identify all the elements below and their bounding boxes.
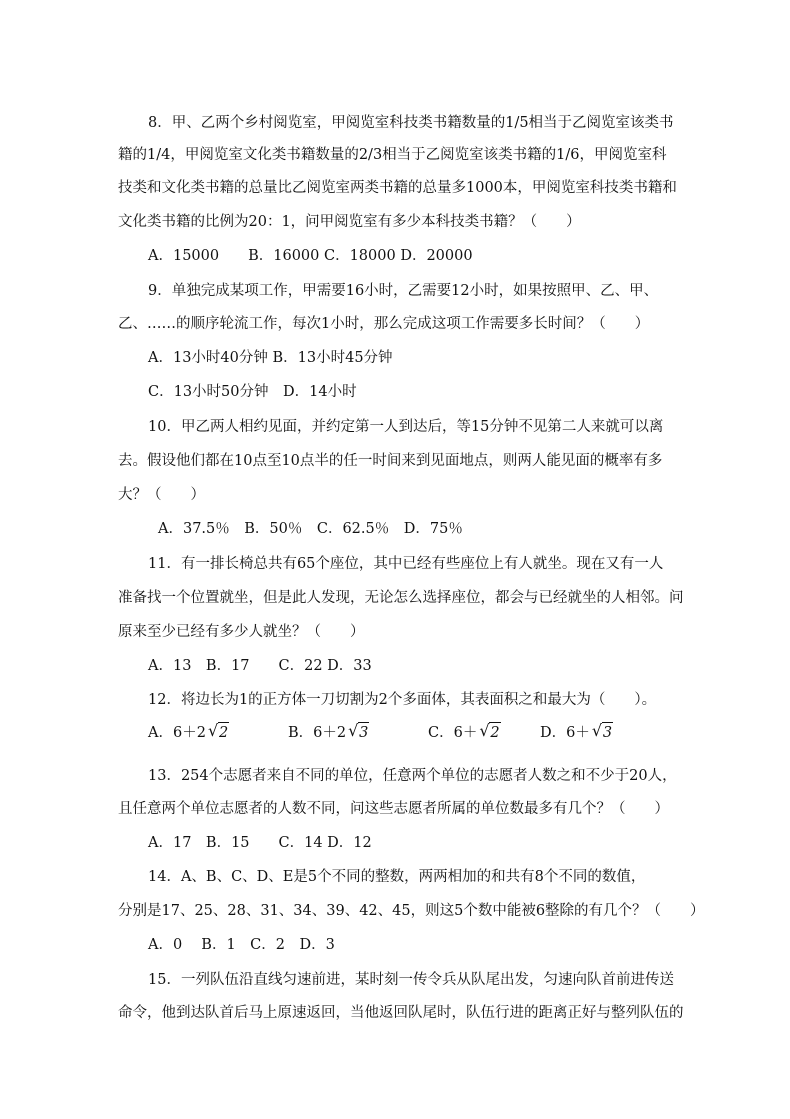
sqrt-symbol: √ 2 <box>479 721 500 741</box>
q9-line-2: 乙、……的顺序轮流工作，每次1小时，那么完成这项工作需要多长时间？（ ） <box>118 316 650 332</box>
q15-line-1: 15．一列队伍沿直线匀速前进，某时刻一传令兵从队尾出发，匀速向队首前进传送 <box>148 972 674 988</box>
q12-option-b-radicand: 3 <box>358 722 369 743</box>
q12-option-d-prefix: D．6＋ <box>540 725 590 741</box>
q12-option-a-prefix: A．6＋2 <box>148 725 206 741</box>
q10-line-1: 10．甲乙两人相约见面，并约定第一人到达后，等15分钟不见第二人来就可以离 <box>148 419 664 435</box>
q12-option-b <box>288 722 369 743</box>
q8-line-2: 籍的1/4，甲阅览室文化类书籍数量的2/3相当于乙阅览室该类书籍的1/6，甲阅览室科 <box>118 147 667 163</box>
q11-line-2: 准备找一个位置就坐，但是此人发现，无论怎么选择座位，都会与已经就坐的人相邻。问 <box>118 590 684 606</box>
q12-option-c-prefix: C．6＋ <box>428 725 478 741</box>
q8-line-4: 文化类书籍的比例为20：1，问甲阅览室有多少本科技类书籍？（ ） <box>118 214 581 230</box>
q15-line-2: 命令，他到达队首后马上原速返回，当他返回队尾时，队伍行进的距离正好与整列队伍的 <box>118 1005 684 1021</box>
q11-line-3: 原来至少已经有多少人就坐？（ ） <box>118 624 365 640</box>
q11-options: A．13 B．17 C．22 D．33 <box>148 658 372 674</box>
q12-option-b-prefix: B．6＋2 <box>288 725 347 741</box>
q12-option-c-radicand: 2 <box>489 722 500 743</box>
q12-option-a-radicand: 2 <box>218 722 229 743</box>
q8-options: A．15000 B．16000 C．18000 D．20000 <box>148 248 473 264</box>
q9-line-1: 9．单独完成某项工作，甲需要16小时，乙需要12小时，如果按照甲、乙、甲、 <box>148 283 659 299</box>
q13-line-1: 13．254个志愿者来自不同的单位，任意两个单位的志愿者人数之和不少于20人， <box>148 768 677 784</box>
q10-line-3: 大？（ ） <box>118 487 205 503</box>
q9-options-2: C．13小时50分钟 D．14小时 <box>148 384 357 400</box>
q11-line-1: 11．有一排长椅总共有65个座位，其中已经有些座位上有人就坐。现在又有一人 <box>148 556 664 572</box>
q12-option-c <box>428 722 501 743</box>
q14-options: A．0 B．1 C．2 D．3 <box>148 937 335 953</box>
q9-options-1: A．13小时40分钟 B．13小时45分钟 <box>148 350 393 366</box>
q8-line-1: 8．甲、乙两个乡村阅览室，甲阅览室科技类书籍数量的1/5相当于乙阅览室该类书 <box>148 115 674 131</box>
q13-options: A．17 B．15 C．14 D．12 <box>148 835 372 851</box>
sqrt-symbol: √ 3 <box>591 721 613 741</box>
q12-line-1: 12．将边长为1的正方体一刀切割为2个多面体，其表面积之和最大为（ ）。 <box>148 692 657 708</box>
sqrt-symbol: √ 3 <box>348 721 369 741</box>
q13-line-2: 且任意两个单位志愿者的人数不同，问这些志愿者所属的单位数最多有几个？（ ） <box>118 801 669 817</box>
q10-options: A．37.5％ B．50％ C．62.5％ D．75％ <box>158 521 463 537</box>
q10-line-2: 去。假设他们都在10点至10点半的任一时间来到见面地点，则两人能见面的概率有多 <box>118 453 663 469</box>
q12-option-d <box>540 722 613 743</box>
q14-line-2: 分别是17、25、28、31、34、39、42、45，则这5个数中能被6整除的有几个？（ ） <box>118 903 705 919</box>
q14-line-1: 14．A、B、C、D、E是5个不同的整数，两两相加的和共有8个不同的数值， <box>148 869 646 885</box>
q12-option-a <box>148 722 229 743</box>
q8-line-3: 技类和文化类书籍的总量比乙阅览室两类书籍的总量多1000本，甲阅览室科技类书籍和 <box>118 180 677 196</box>
q12-option-d-radicand: 3 <box>602 722 613 743</box>
sqrt-symbol: √ 2 <box>207 721 229 741</box>
